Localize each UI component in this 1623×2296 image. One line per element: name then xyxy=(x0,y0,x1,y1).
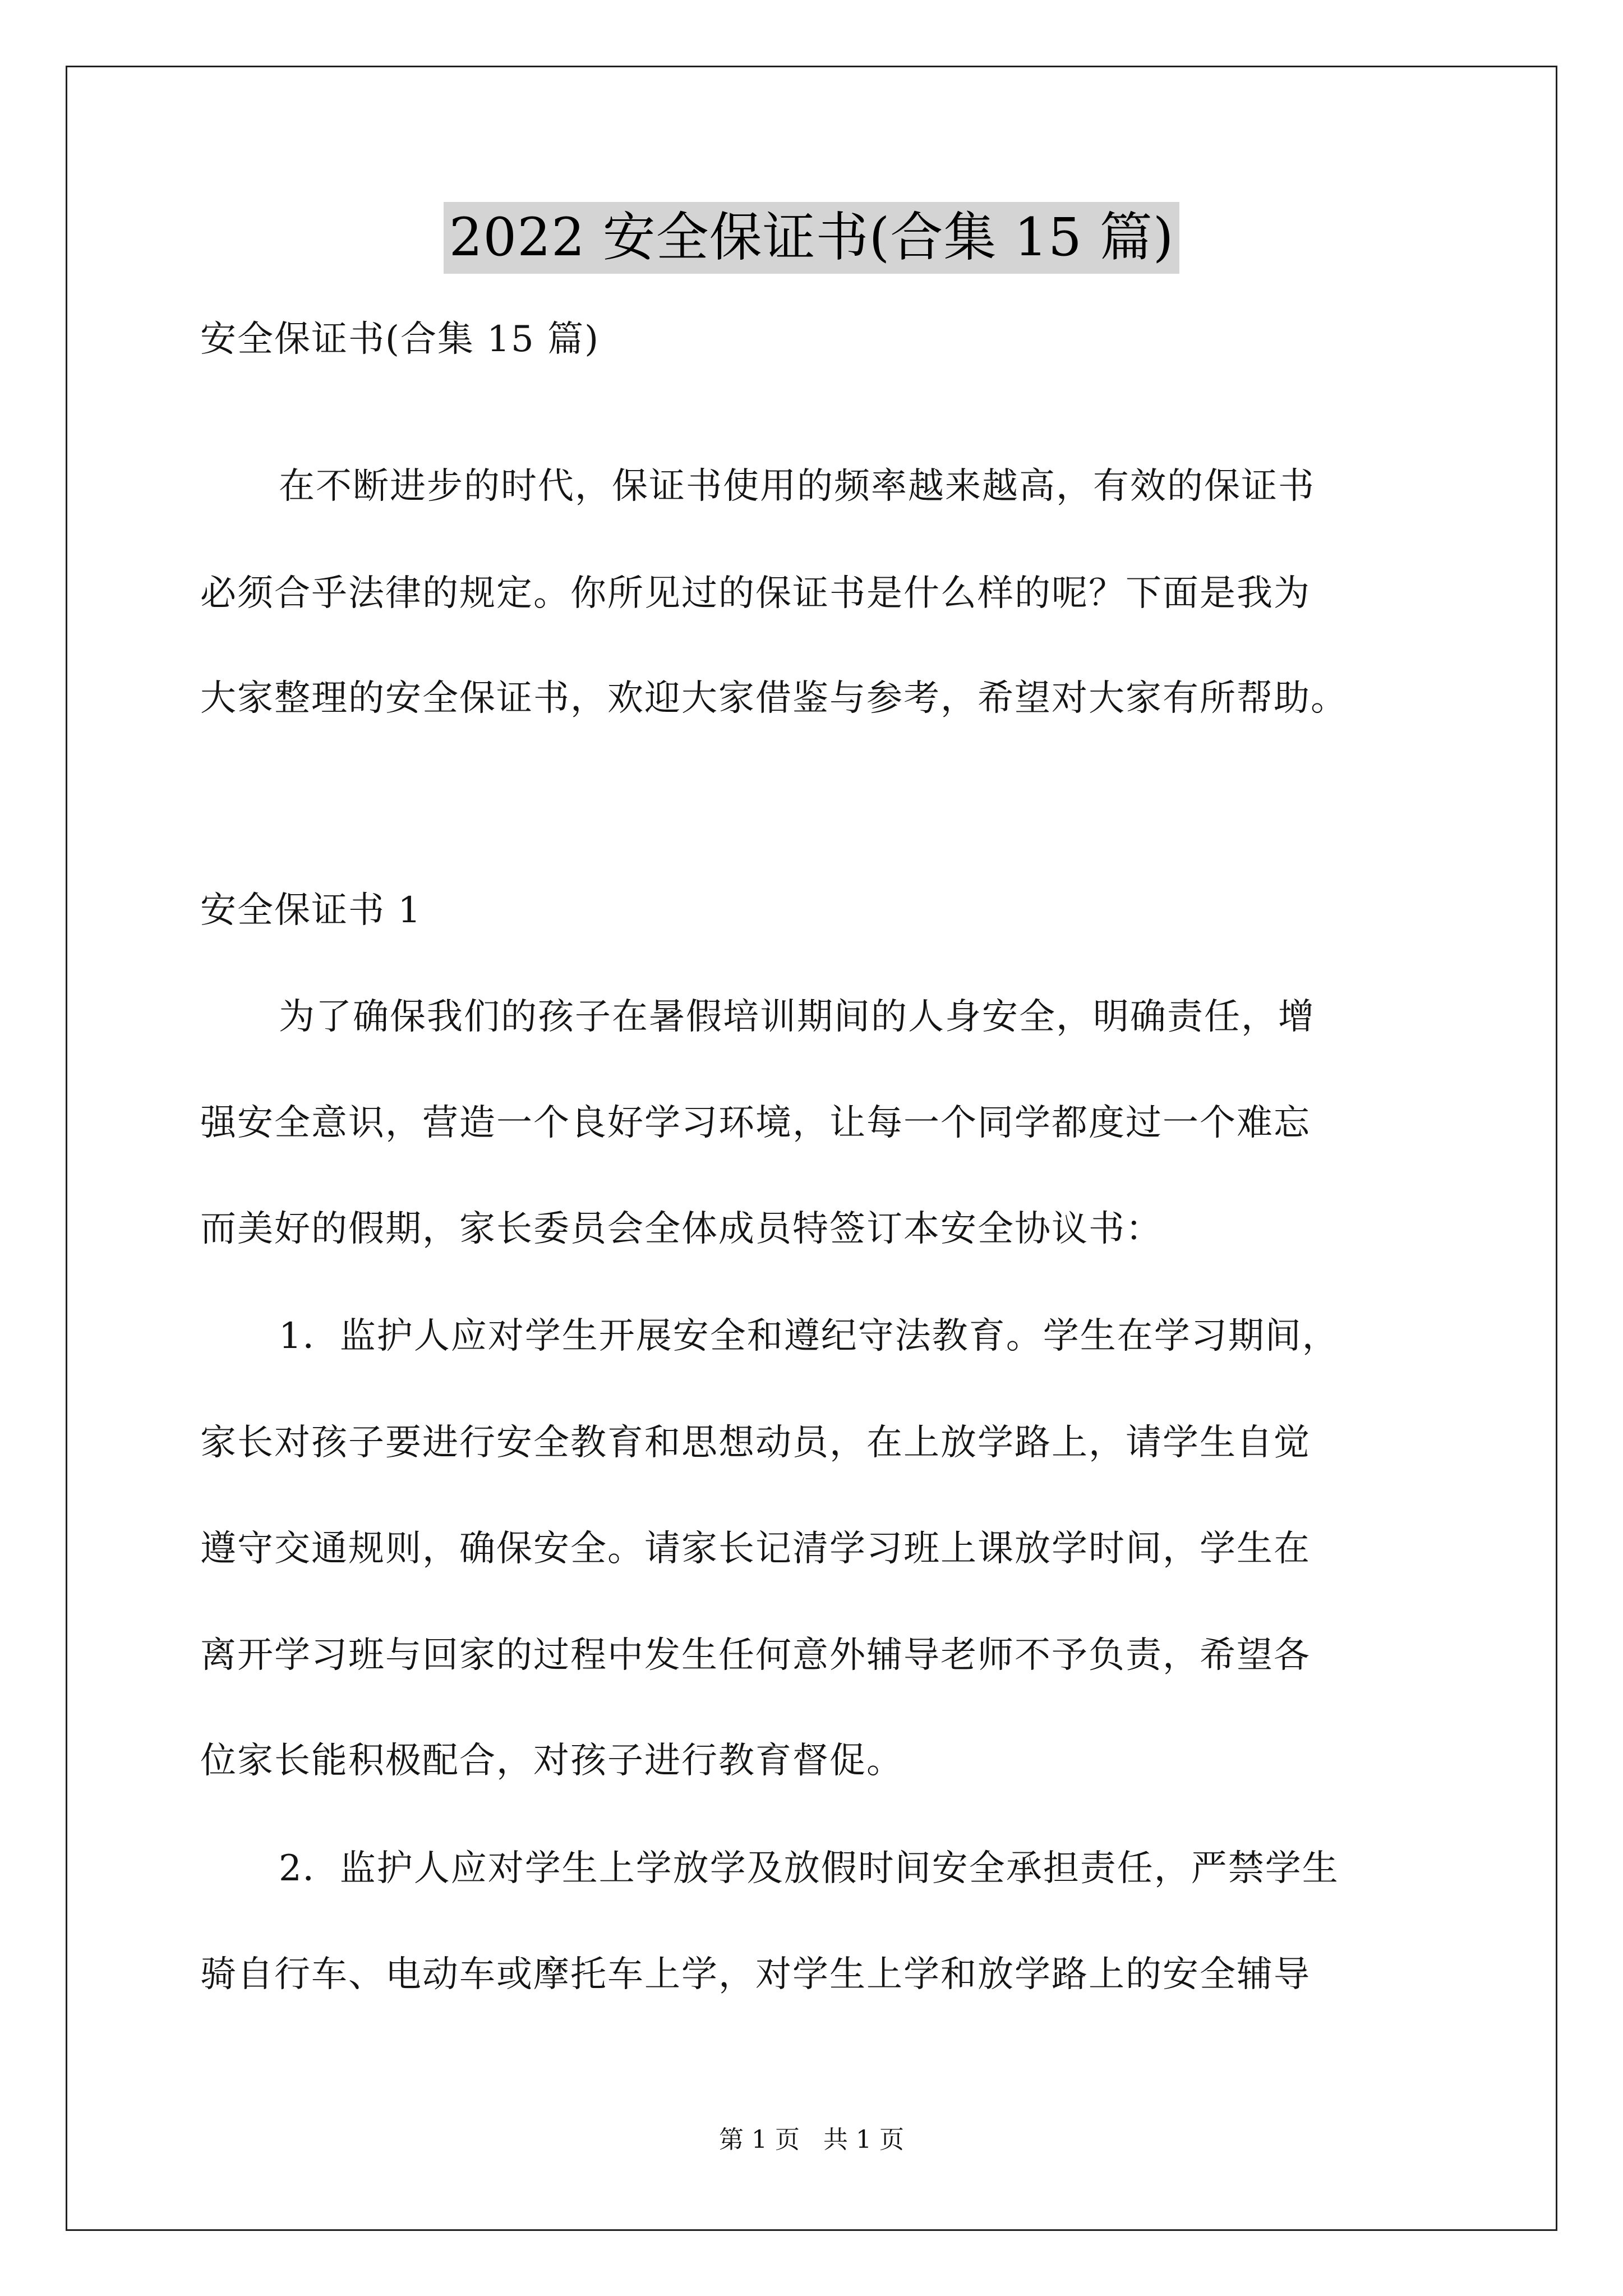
document-subtitle: 安全保证书(合集 15 篇) xyxy=(200,319,600,360)
section-line-3: 而美好的假期，家长委员会全体成员特签订本安全协议书： xyxy=(200,1208,1163,1250)
intro-line-2: 必须合乎法律的规定。你所见过的保证书是什么样的呢？下面是我为 xyxy=(200,573,1311,614)
section-line-10: 骑自行车、电动车或摩托车上学，对学生上学和放学路上的安全辅导 xyxy=(200,1954,1311,1995)
section-heading: 安全保证书 1 xyxy=(200,890,422,931)
section-line-5: 家长对孩子要进行安全教育和思想动员，在上放学路上，请学生自觉 xyxy=(200,1422,1311,1464)
document-title: 2022 安全保证书(合集 15 篇) xyxy=(444,202,1180,274)
section-line-8: 位家长能积极配合，对孩子进行教育督促。 xyxy=(200,1740,903,1782)
page-footer: 第 1 页 共 1 页 xyxy=(719,2125,904,2154)
title-container xyxy=(0,202,1623,274)
section-line-6: 遵守交通规则，确保安全。请家长记清学习班上课放学时间，学生在 xyxy=(200,1528,1311,1570)
section-line-1: 为了确保我们的孩子在暑假培训期间的人身安全，明确责任，增 xyxy=(279,996,1315,1038)
page-border xyxy=(66,66,1557,2231)
intro-line-1: 在不断进步的时代，保证书使用的频率越来越高，有效的保证书 xyxy=(279,466,1315,507)
intro-line-3: 大家整理的安全保证书，欢迎大家借鉴与参考，希望对大家有所帮助。 xyxy=(200,678,1348,719)
section-line-9: 2．监护人应对学生上学放学及放假时间安全承担责任，严禁学生 xyxy=(279,1848,1339,1889)
section-line-4: 1．监护人应对学生开展安全和遵纪守法教育。学生在学习期间， xyxy=(279,1315,1339,1357)
section-line-7: 离开学习班与回家的过程中发生任何意外辅导老师不予负责，希望各 xyxy=(200,1635,1311,1676)
section-line-2: 强安全意识，营造一个良好学习环境，让每一个同学都度过一个难忘 xyxy=(200,1102,1311,1144)
